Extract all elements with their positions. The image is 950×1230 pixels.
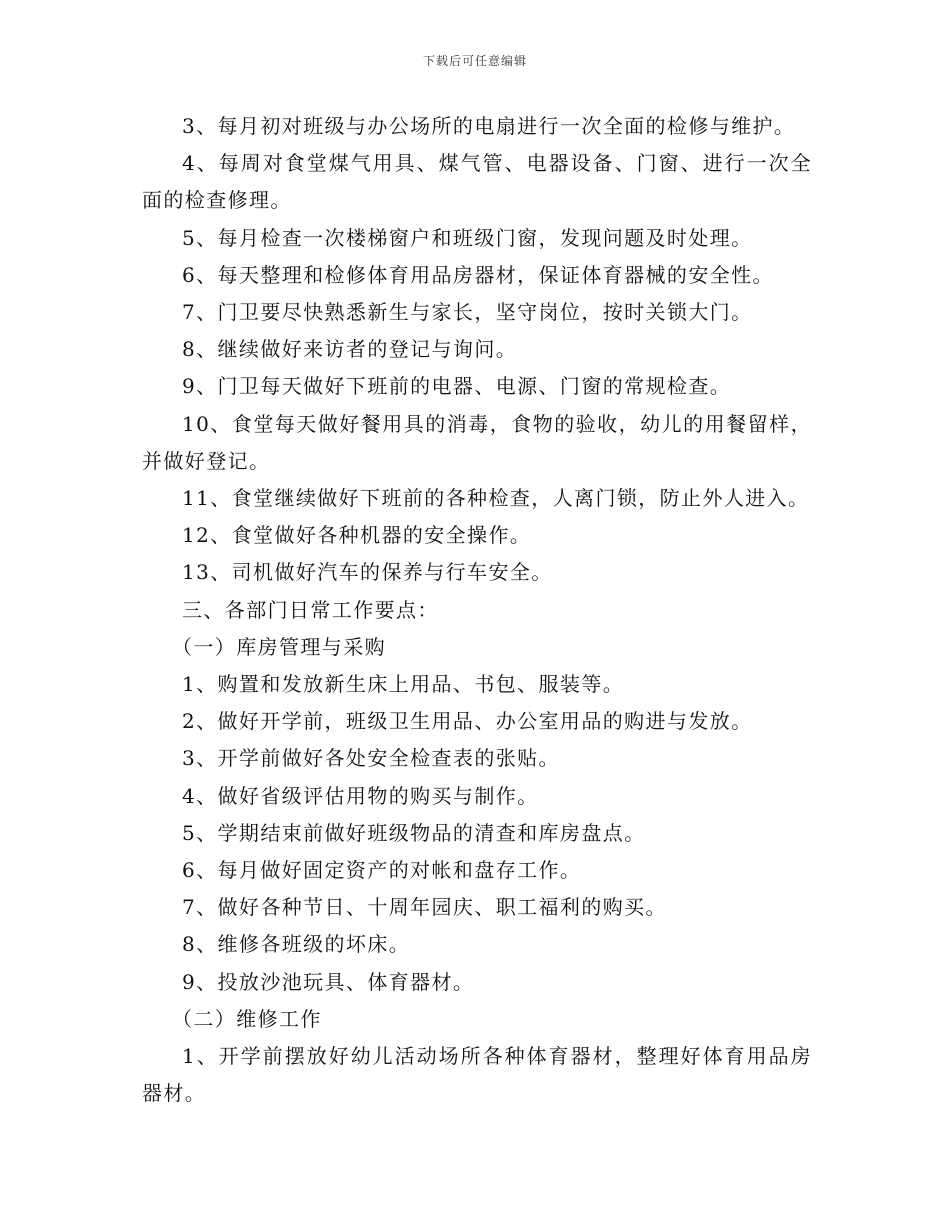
document-body bbox=[142, 108, 812, 1112]
paragraph: 1、购置和发放新生床上用品、书包、服装等。 bbox=[182, 672, 625, 697]
paragraph: 6、每月做好固定资产的对帐和盘存工作。 bbox=[182, 858, 582, 883]
paragraph: 7、门卫要尽快熟悉新生与家长，坚守岗位，按时关锁大门。 bbox=[182, 300, 753, 325]
paragraph: 12、食堂做好各种机器的安全操作。 bbox=[182, 523, 532, 548]
page-header: 下载后可任意编辑 bbox=[422, 54, 527, 68]
subsection-heading: （二）维修工作 bbox=[172, 1006, 322, 1031]
paragraph: 9、投放沙池玩具、体育器材。 bbox=[182, 969, 475, 994]
paragraph: 1、开学前摆放好幼儿活动场所各种体育器材，整理好体育用品房器材。 bbox=[142, 1044, 812, 1106]
paragraph: 11、食堂继续做好下班前的各种检查，人离门锁，防止外人进入。 bbox=[182, 486, 810, 511]
paragraph: 2、做好开学前，班级卫生用品、办公室用品的购进与发放。 bbox=[182, 709, 753, 734]
paragraph: 7、做好各种节日、十周年园庆、职工福利的购买。 bbox=[182, 895, 667, 920]
paragraph: 4、做好省级评估用物的购买与制作。 bbox=[182, 783, 539, 808]
paragraph: 3、开学前做好各处安全检查表的张贴。 bbox=[182, 746, 560, 771]
paragraph: 8、维修各班级的坏床。 bbox=[182, 932, 411, 957]
section-heading: 三、各部门日常工作要点： bbox=[182, 597, 439, 622]
paragraph: 4、每周对食堂煤气用具、煤气管、电器设备、门窗、进行一次全面的检查修理。 bbox=[142, 151, 812, 213]
paragraph: 3、每月初对班级与办公场所的电扇进行一次全面的检修与维护。 bbox=[182, 114, 796, 138]
paragraph: 9、门卫每天做好下班前的电器、电源、门窗的常规检查。 bbox=[182, 374, 732, 399]
paragraph: 8、继续做好来访者的登记与询问。 bbox=[182, 337, 518, 362]
paragraph: 5、每月检查一次楼梯窗户和班级门窗，发现问题及时处理。 bbox=[182, 225, 753, 250]
subsection-heading: （一）库房管理与采购 bbox=[172, 634, 386, 659]
paragraph: 10、食堂每天做好餐用具的消毒，食物的验收，幼儿的用餐留样，并做好登记。 bbox=[142, 411, 812, 473]
paragraph: 5、学期结束前做好班级物品的清查和库房盘点。 bbox=[182, 820, 646, 845]
paragraph: 13、司机做好汽车的保养与行车安全。 bbox=[182, 560, 553, 585]
paragraph: 6、每天整理和检修体育用品房器材，保证体育器械的安全性。 bbox=[182, 262, 774, 287]
